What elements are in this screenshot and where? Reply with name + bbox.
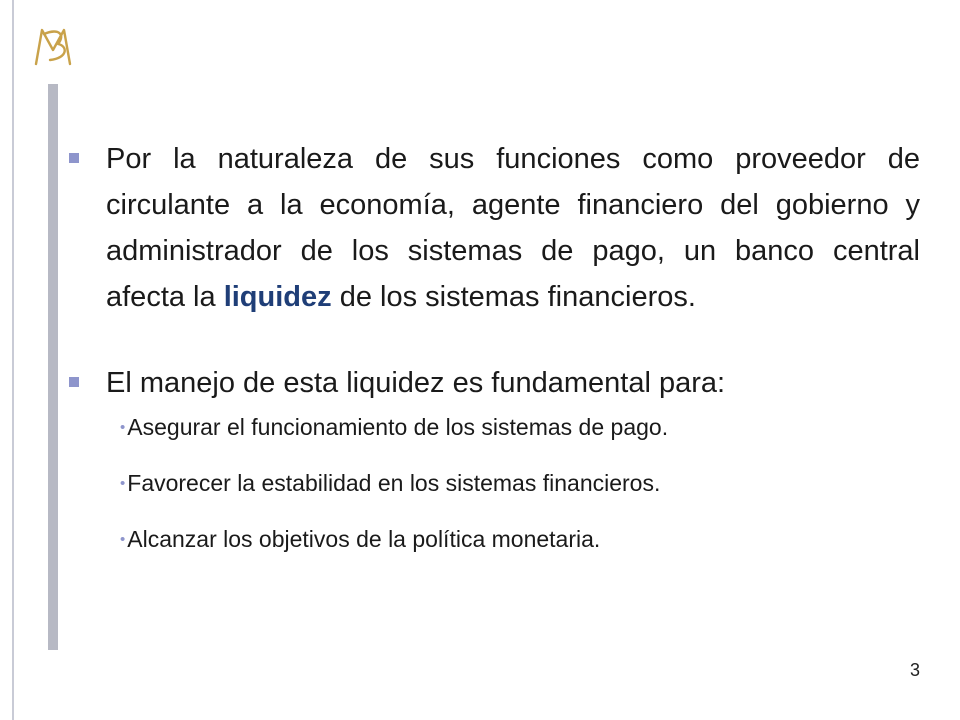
bullet-1-text-end: de los sistemas financieros. [331,281,696,313]
sub-bullet-text: Asegurar el funcionamiento de los sistemas de pago. [127,414,669,440]
page-number: 3 [909,660,920,680]
highlight-word-liquidez: liquidez [223,281,332,313]
bullet-paragraph-1 [66,136,920,320]
sub-bullet-item [120,468,926,499]
sub-bullet-text: Alcanzar los objetivos de la política monetaria. [127,526,601,552]
square-bullet-icon [69,153,79,163]
dot-bullet-icon: • [120,531,126,548]
sub-bullet-list [66,412,926,555]
accent-bar [48,84,58,650]
bullet-paragraph-2 [66,360,920,406]
bullet-2-text: El manejo de esta liquidez es fundamental para: [106,367,726,399]
dot-bullet-icon: • [120,475,126,492]
left-border-line [12,0,14,720]
slide-content [66,136,926,580]
sub-bullet-item [120,524,926,555]
bullet-1-text-start: Por la naturaleza de sus funciones como proveedor de circulante a la economía, agente financiero del gobierno y administrador de los sistemas de pago, un banco central afecta la [106,143,920,313]
dot-bullet-icon: • [120,419,126,436]
sub-bullet-text: Favorecer la estabilidad en los sistemas financieros. [127,470,661,496]
square-bullet-icon [69,377,79,387]
sub-bullet-item [120,412,926,443]
banco-de-mexico-logo-icon [30,24,76,70]
